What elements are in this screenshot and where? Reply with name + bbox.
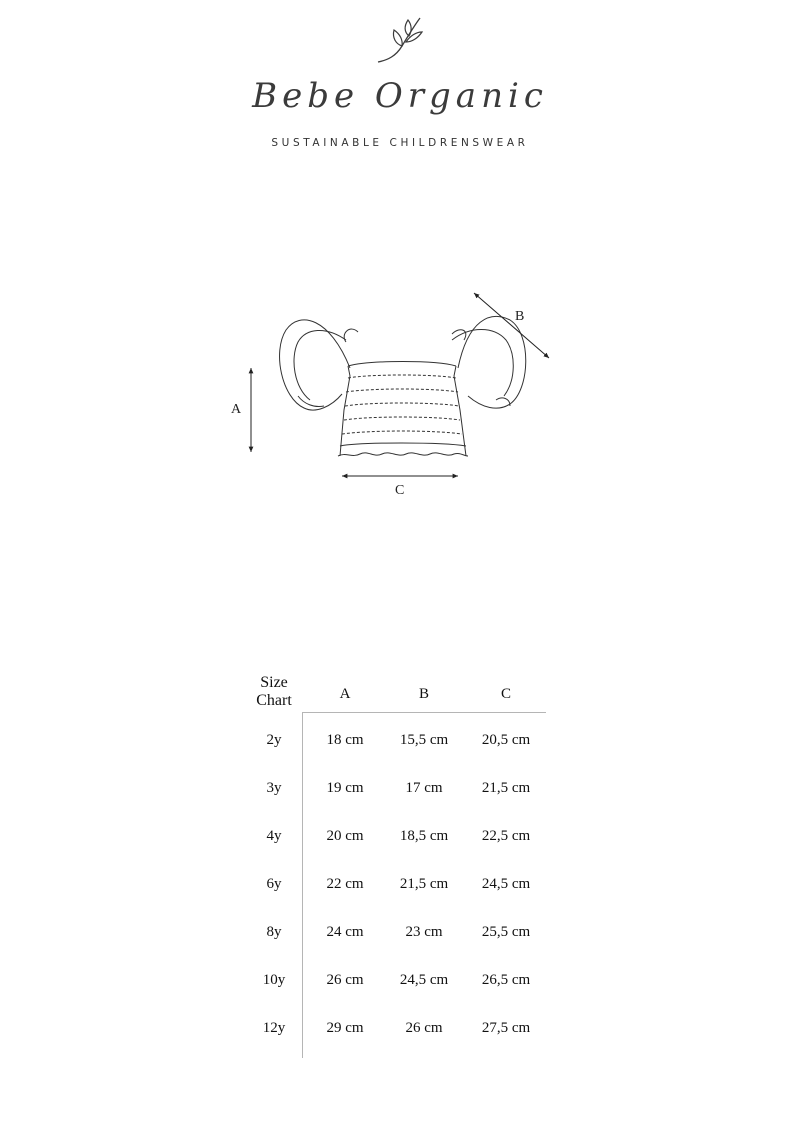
size-cell: 2y bbox=[266, 732, 282, 748]
brand-name: Bebe Organic bbox=[252, 76, 548, 116]
measurement-a-cell: 19 cm bbox=[326, 780, 364, 796]
dimension-a-label: A bbox=[231, 402, 242, 417]
measurement-b-cell: 23 cm bbox=[405, 924, 443, 940]
measurement-c-cell: 21,5 cm bbox=[481, 780, 531, 796]
measurement-a-cell: 22 cm bbox=[326, 876, 364, 892]
size-cell: 6y bbox=[266, 876, 282, 892]
brand-tagline: SUSTAINABLE CHILDRENSWEAR bbox=[271, 137, 529, 149]
column-header-a: A bbox=[339, 686, 351, 702]
size-cell: 10y bbox=[262, 972, 286, 988]
column-header-b: B bbox=[418, 686, 429, 702]
measurement-b-cell: 24,5 cm bbox=[399, 972, 449, 988]
measurement-b-cell: 17 cm bbox=[405, 780, 443, 796]
measurement-a-cell: 26 cm bbox=[326, 972, 364, 988]
measurement-c-cell: 26,5 cm bbox=[481, 972, 531, 988]
dimension-b-label: B bbox=[515, 309, 525, 324]
column-header-c: C bbox=[500, 686, 511, 702]
measurement-b-cell: 18,5 cm bbox=[399, 828, 449, 844]
garment-sketch bbox=[280, 316, 526, 456]
measurement-c-cell: 25,5 cm bbox=[481, 924, 531, 940]
measurement-b-cell: 26 cm bbox=[405, 1020, 443, 1036]
size-cell: 3y bbox=[266, 780, 282, 796]
dimension-c-label: C bbox=[395, 483, 405, 498]
measurement-b-cell: 15,5 cm bbox=[399, 732, 449, 748]
measurement-a-cell: 18 cm bbox=[326, 732, 364, 748]
table-row bbox=[244, 1020, 554, 1044]
garment-measurement-diagram bbox=[220, 280, 580, 510]
table-row bbox=[244, 732, 554, 756]
size-cell: 12y bbox=[262, 1020, 286, 1036]
measurement-b-cell: 21,5 cm bbox=[399, 876, 449, 892]
measurement-a-cell: 20 cm bbox=[326, 828, 364, 844]
size-cell: 4y bbox=[266, 828, 282, 844]
table-row bbox=[244, 828, 554, 852]
measurement-a-cell: 24 cm bbox=[326, 924, 364, 940]
table-row bbox=[244, 924, 554, 948]
leaf-sprig-icon bbox=[370, 16, 430, 68]
measurement-c-cell: 20,5 cm bbox=[481, 732, 531, 748]
table-row bbox=[244, 780, 554, 804]
measurement-c-cell: 24,5 cm bbox=[481, 876, 531, 892]
dimension-b-line bbox=[474, 293, 549, 358]
measurement-c-cell: 22,5 cm bbox=[481, 828, 531, 844]
header-divider bbox=[302, 712, 546, 713]
size-chart-corner-label: Size Chart bbox=[256, 674, 292, 709]
measurement-a-cell: 29 cm bbox=[326, 1020, 364, 1036]
table-row bbox=[244, 876, 554, 900]
table-row bbox=[244, 972, 554, 996]
measurement-c-cell: 27,5 cm bbox=[481, 1020, 531, 1036]
size-cell: 8y bbox=[266, 924, 282, 940]
